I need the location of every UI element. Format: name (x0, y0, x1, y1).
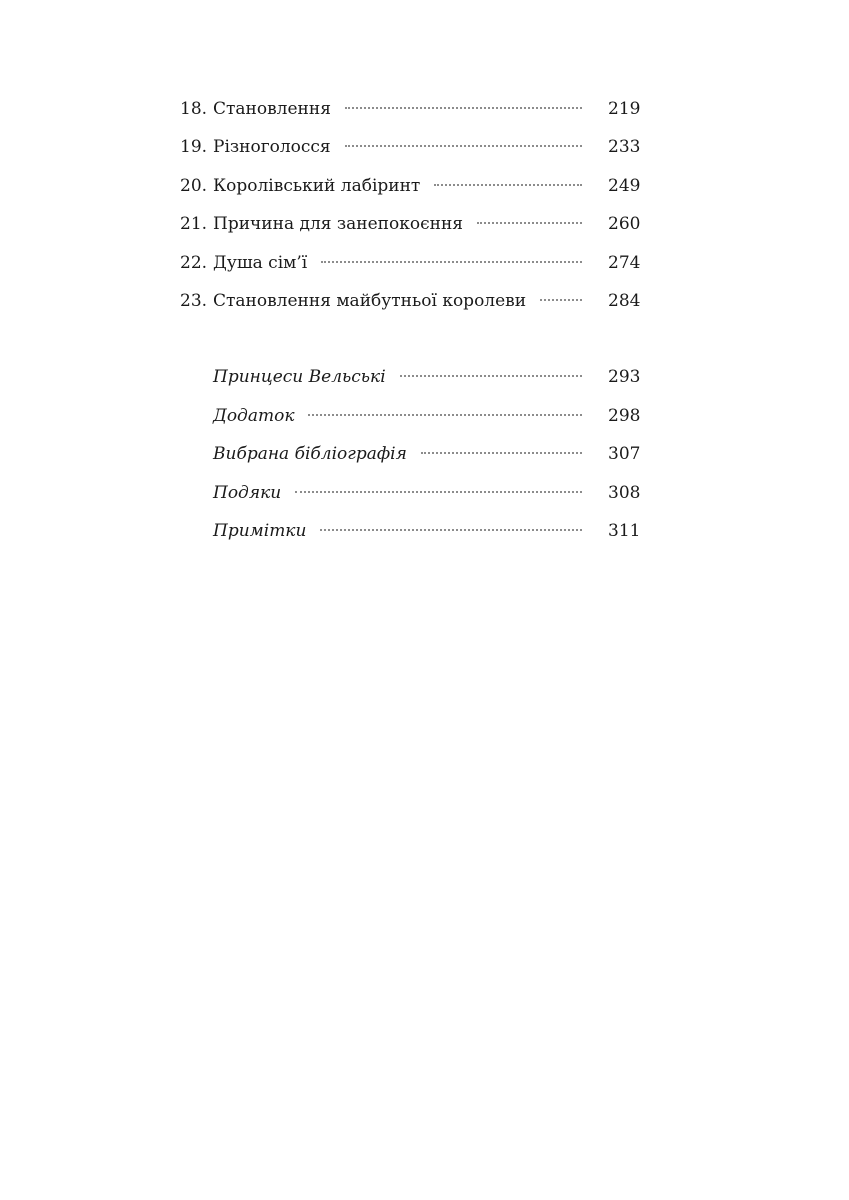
dot-leader (295, 491, 582, 493)
page-number: 311 (608, 520, 641, 541)
back-matter-title: Примітки (213, 520, 307, 541)
back-matter-title: Подяки (213, 482, 282, 503)
section-spacer (180, 327, 640, 365)
chapter-title: Душа сім’ї (213, 252, 308, 273)
back-matter-title: Вибрана бібліографія (213, 444, 407, 465)
dot-leader (345, 107, 582, 109)
chapter-number: 22. (180, 252, 208, 273)
toc-entry-back-matter[interactable] (180, 519, 640, 557)
toc-entry-chapter-19[interactable] (180, 135, 640, 173)
dot-leader (320, 529, 582, 531)
toc-entry-chapter-18[interactable] (180, 97, 640, 135)
dot-leader (321, 261, 582, 263)
chapter-number: 21. (180, 214, 208, 235)
page-number: 219 (608, 99, 641, 119)
toc-entry-chapter-22[interactable] (180, 251, 640, 289)
toc-entry-back-matter[interactable] (180, 365, 640, 403)
chapter-number: 18. (180, 99, 208, 119)
back-matter-title: Додаток (213, 405, 295, 426)
page-number: 308 (608, 482, 641, 503)
page-number: 233 (608, 137, 641, 158)
toc-entry-chapter-21[interactable] (180, 212, 640, 250)
dot-leader (540, 299, 582, 301)
page-number: 284 (608, 290, 641, 311)
chapter-number: 23. (180, 290, 208, 311)
toc-entry-chapter-20[interactable] (180, 174, 640, 212)
table-of-contents (180, 97, 640, 557)
page-number: 249 (608, 175, 641, 196)
chapter-number: 19. (180, 137, 208, 158)
dot-leader (345, 145, 582, 147)
chapter-title: Становлення (213, 99, 331, 119)
page-number: 298 (608, 405, 641, 426)
dot-leader (434, 184, 582, 186)
page-number: 307 (608, 444, 641, 465)
toc-entry-chapter-23[interactable] (180, 289, 640, 327)
chapter-title: Різноголосся (213, 137, 331, 158)
toc-entry-back-matter[interactable] (180, 404, 640, 442)
back-matter-title: Принцеси Вельські (213, 367, 386, 388)
page-number: 274 (608, 252, 641, 273)
chapter-title: Причина для занепокоєння (213, 214, 464, 235)
page-number: 260 (608, 214, 641, 235)
dot-leader (477, 222, 582, 224)
page-number: 293 (608, 367, 641, 388)
chapter-number: 20. (180, 175, 208, 196)
toc-entry-back-matter[interactable] (180, 442, 640, 480)
dot-leader (400, 375, 582, 377)
chapter-title: Становлення майбутньої королеви (213, 290, 527, 311)
dot-leader (308, 414, 582, 416)
toc-entry-back-matter[interactable] (180, 481, 640, 519)
chapter-title: Королівський лабіринт (213, 175, 421, 196)
dot-leader (421, 452, 582, 454)
